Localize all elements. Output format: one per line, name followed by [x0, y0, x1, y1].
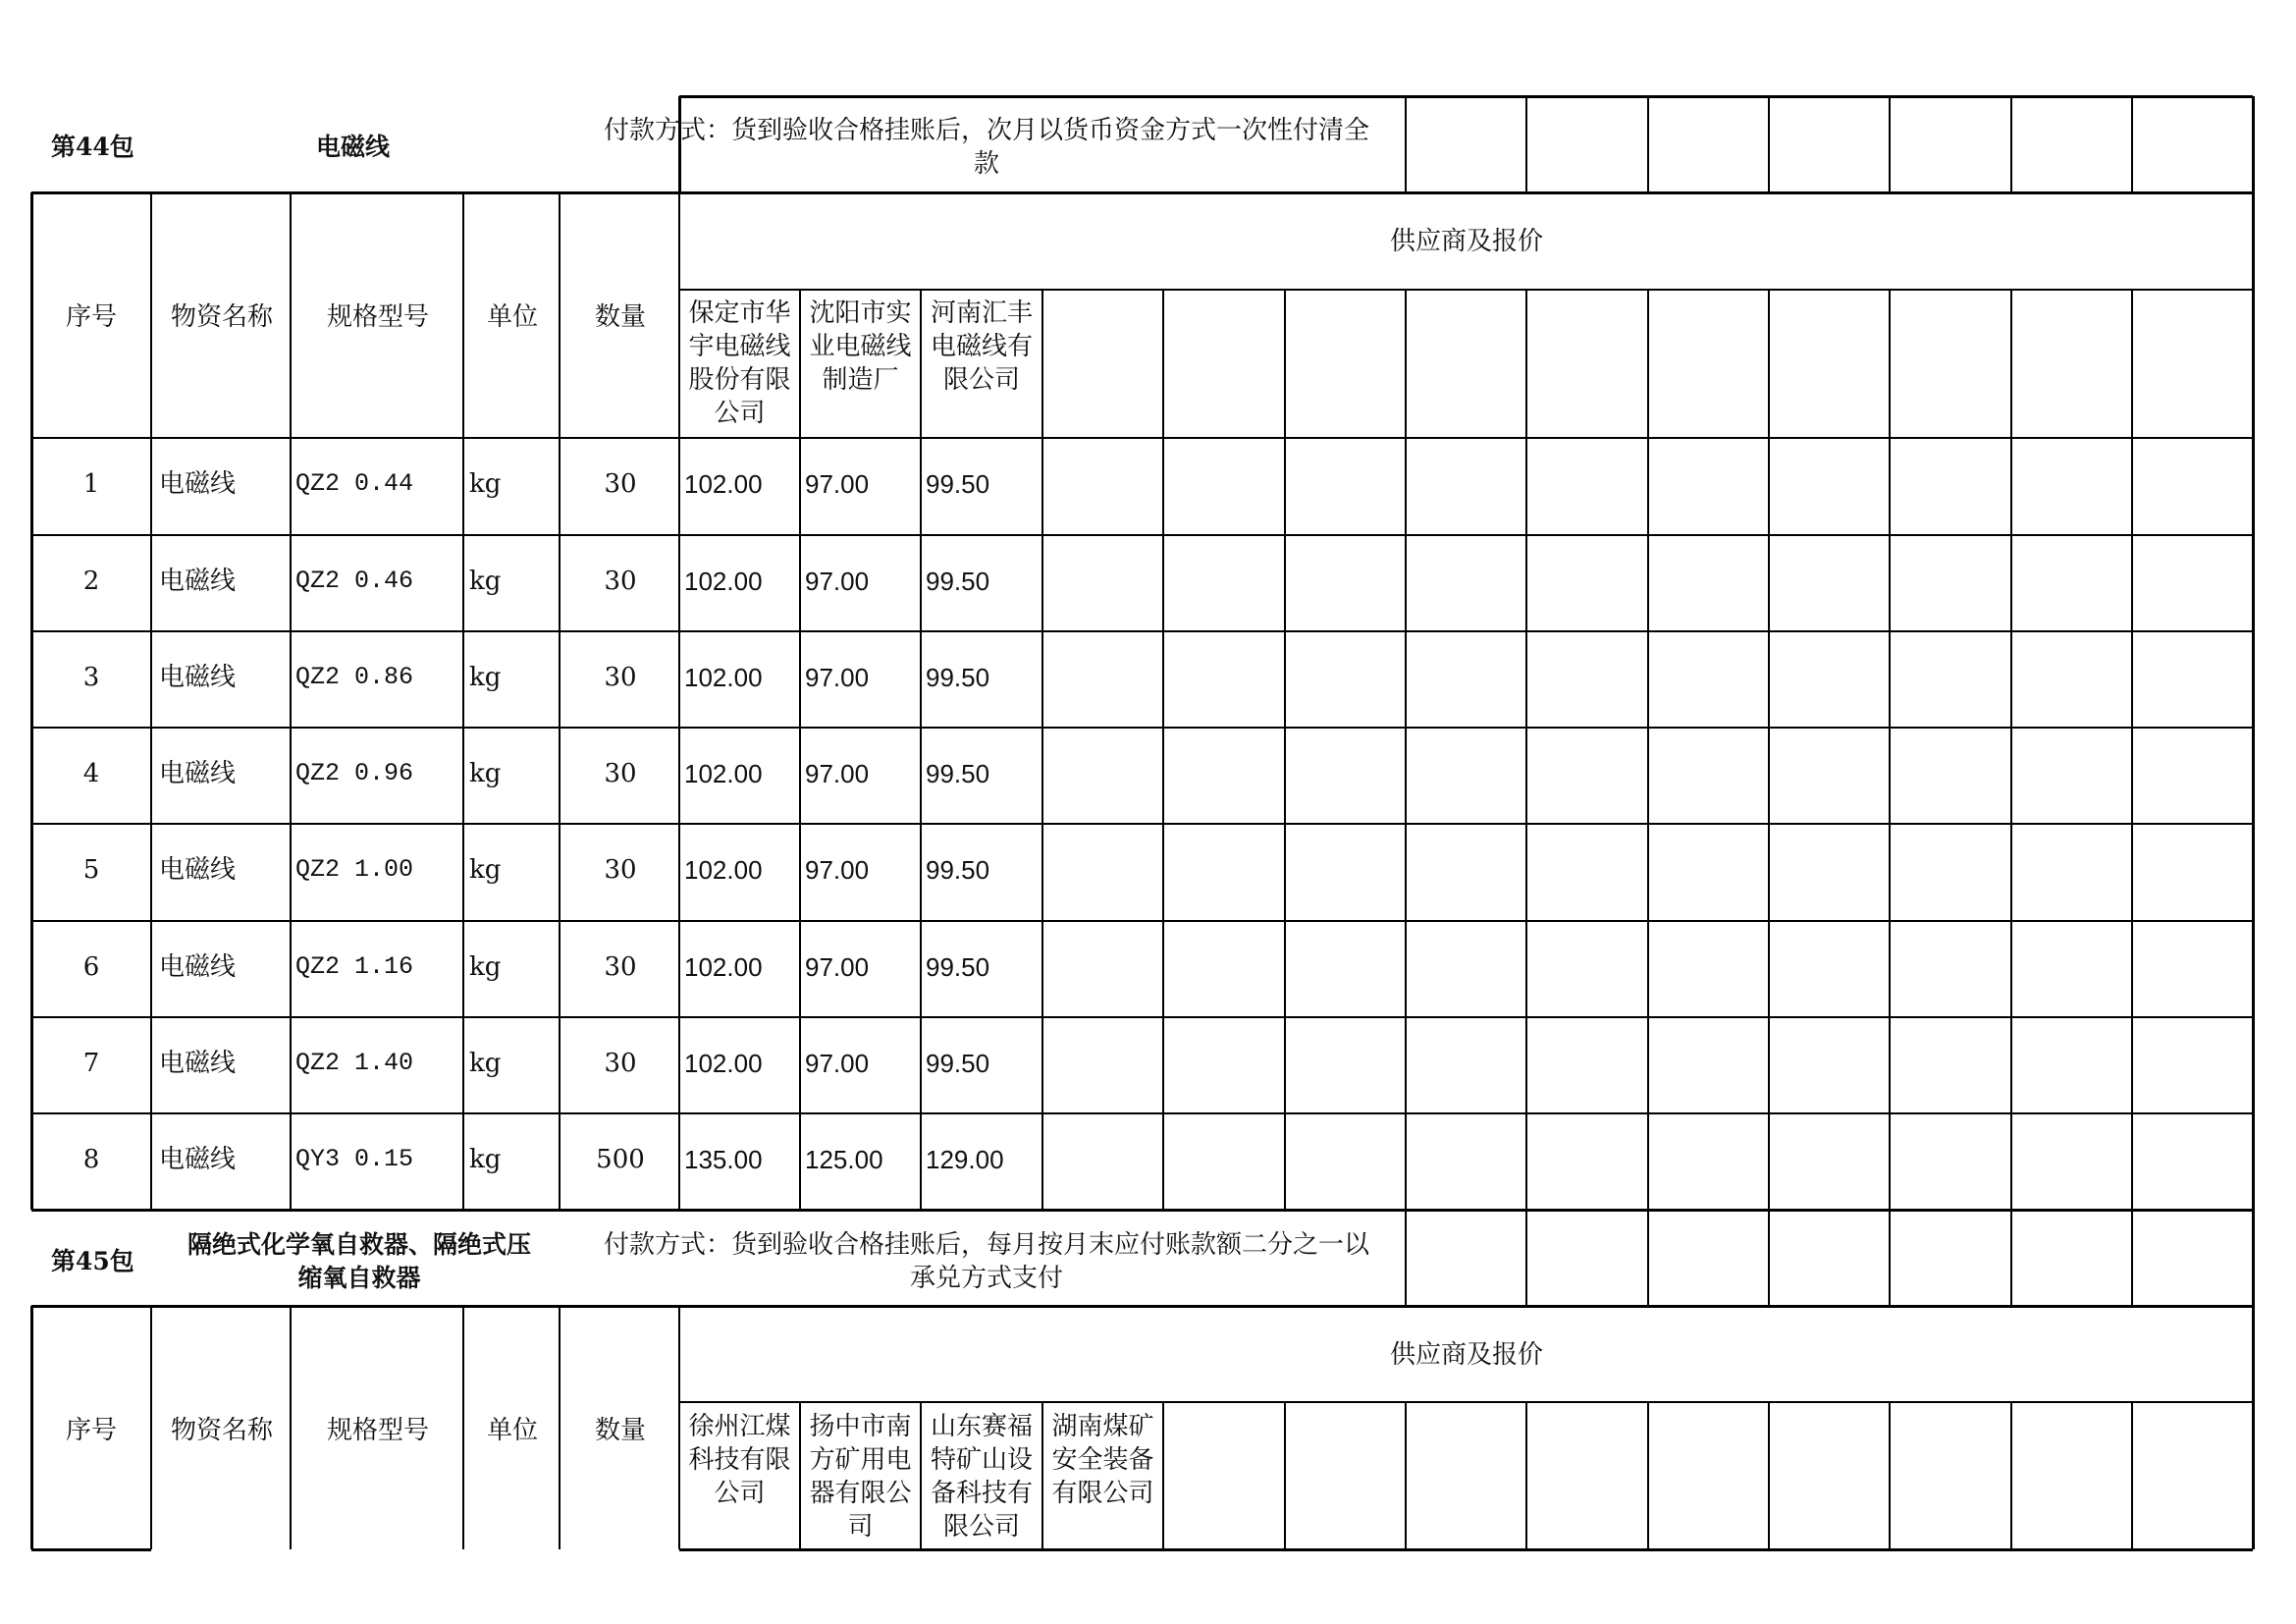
- supplier-name-line: 徐州江煤: [688, 1412, 791, 1441]
- grid-line: [1525, 290, 1527, 1210]
- grid-line: [1284, 1402, 1286, 1549]
- row-price: 97.00: [805, 855, 870, 885]
- grid-line: [559, 192, 561, 1210]
- supplier-name-line: 科技有限: [688, 1445, 791, 1475]
- grid-line: [2252, 1210, 2255, 1306]
- grid-line: [799, 290, 801, 1210]
- package45-title-line1: 隔绝式化学氧自救器、隔绝式压: [187, 1230, 531, 1259]
- header-unit: 单位: [486, 302, 538, 332]
- package44-label: 第44包: [51, 133, 134, 161]
- row-spec: QY3 0.15: [295, 1145, 414, 1173]
- header-seq: 序号: [65, 302, 117, 332]
- row-seq: 5: [82, 855, 100, 885]
- supplier-name-line: 方矿用电: [809, 1445, 912, 1475]
- package45-payment-line1: 付款方式：货到验收合格挂账后，每月按月末应付账款额二分之一以: [603, 1230, 1369, 1260]
- grid-line: [462, 192, 464, 1210]
- row-unit: kg: [469, 1145, 502, 1174]
- supplier-name-line: 备科技有: [930, 1479, 1033, 1508]
- grid-line: [31, 823, 2253, 825]
- supplier-name-line: 宇电磁线: [688, 332, 791, 361]
- row-name: 电磁线: [159, 952, 237, 982]
- row-price: 129.00: [926, 1145, 1004, 1174]
- grid-line: [1889, 290, 1891, 1210]
- supplier-name-line: 股份有限: [688, 365, 791, 395]
- supplier-name: [680, 297, 799, 430]
- row-name: 电磁线: [159, 663, 237, 692]
- grid-line: [1889, 1402, 1891, 1549]
- grid-line: [31, 437, 2253, 439]
- row-seq: 4: [82, 759, 100, 788]
- supplier-name-line: 特矿山设: [930, 1445, 1033, 1475]
- supplier-name-line: 业电磁线: [809, 332, 912, 361]
- supplier-name-line: 湖南煤矿: [1051, 1412, 1154, 1441]
- supplier-name-line: 电磁线有: [930, 332, 1033, 361]
- grid-line: [1768, 1402, 1770, 1549]
- row-price: 99.50: [926, 469, 990, 499]
- row-price: 102.00: [684, 567, 763, 596]
- grid-line: [2131, 1210, 2133, 1306]
- row-spec: QZ2 1.00: [295, 855, 414, 884]
- supplier-name: [680, 1410, 799, 1510]
- grid-line: [920, 290, 922, 1210]
- grid-line: [1284, 290, 1286, 1210]
- grid-line: [679, 95, 2253, 98]
- package44-payment-line1: 付款方式：货到验收合格挂账后，次月以货币资金方式一次性付清全: [603, 116, 1369, 145]
- supplier-name-line: 山东赛福: [930, 1412, 1033, 1441]
- grid-line: [679, 289, 2253, 291]
- grid-line: [2252, 1306, 2255, 1549]
- row-name: 电磁线: [159, 567, 237, 596]
- grid-line: [2010, 96, 2012, 192]
- row-spec: QZ2 1.40: [295, 1049, 414, 1077]
- grid-line: [1768, 290, 1770, 1210]
- grid-line: [1647, 1210, 1649, 1306]
- grid-line: [2131, 1402, 2133, 1549]
- supplier-name-line: 沈阳市实: [809, 298, 912, 328]
- header-qty: 数量: [594, 302, 646, 332]
- header-spec: 规格型号: [326, 302, 429, 332]
- grid-line: [1405, 1402, 1407, 1549]
- supplier-name-line: 器有限公: [809, 1479, 912, 1508]
- row-unit: kg: [469, 567, 502, 596]
- p45-header-suppliers: 供应商及报价: [1389, 1340, 1543, 1370]
- supplier-name: [801, 297, 920, 397]
- row-price: 97.00: [805, 759, 870, 788]
- grid-line: [1768, 96, 1770, 192]
- grid-line: [679, 1401, 2253, 1403]
- grid-line: [2131, 96, 2133, 192]
- row-name: 电磁线: [159, 1145, 237, 1174]
- row-seq: 3: [82, 663, 100, 692]
- row-unit: kg: [469, 469, 502, 499]
- p45-header-spec: 规格型号: [326, 1416, 429, 1445]
- grid-line: [1405, 290, 1407, 1210]
- p45-header-qty: 数量: [594, 1416, 646, 1445]
- row-spec: QZ2 0.86: [295, 663, 414, 691]
- grid-line: [31, 534, 2253, 536]
- row-price: 102.00: [684, 1049, 763, 1078]
- package45-label: 第45包: [51, 1247, 134, 1275]
- supplier-name: [922, 1410, 1041, 1543]
- p45-header-seq: 序号: [65, 1416, 117, 1445]
- supplier-name-line: 保定市华: [688, 298, 791, 328]
- grid-line: [1525, 1402, 1527, 1549]
- row-unit: kg: [469, 759, 502, 788]
- row-seq: 2: [82, 567, 100, 596]
- row-seq: 7: [82, 1049, 100, 1078]
- row-price: 99.50: [926, 952, 990, 982]
- grid-line: [1041, 290, 1043, 1210]
- row-qty: 30: [604, 759, 637, 788]
- package45-title-line2: 缩氧自救器: [297, 1264, 421, 1292]
- grid-line: [1525, 96, 1527, 192]
- grid-line: [1647, 290, 1649, 1210]
- grid-line: [1162, 1402, 1164, 1549]
- grid-line: [1889, 1210, 1891, 1306]
- row-price: 97.00: [805, 952, 870, 982]
- supplier-name-line: 有限公司: [1051, 1479, 1154, 1508]
- row-price: 97.00: [805, 663, 870, 692]
- row-price: 102.00: [684, 663, 763, 692]
- row-price: 97.00: [805, 567, 870, 596]
- row-name: 电磁线: [159, 855, 237, 885]
- grid-line: [31, 1112, 2253, 1114]
- package44-payment-line2: 款: [973, 149, 999, 179]
- row-name: 电磁线: [159, 469, 237, 499]
- row-price: 99.50: [926, 663, 990, 692]
- package45-payment-line2: 承兑方式支付: [909, 1264, 1063, 1293]
- row-price: 99.50: [926, 759, 990, 788]
- grid-line: [2010, 290, 2012, 1210]
- row-price: 99.50: [926, 567, 990, 596]
- row-price: 99.50: [926, 1049, 990, 1078]
- grid-line: [31, 191, 2253, 194]
- row-spec: QZ2 0.96: [295, 759, 414, 787]
- grid-line: [2252, 96, 2255, 192]
- grid-line: [31, 920, 2253, 922]
- row-price: 102.00: [684, 759, 763, 788]
- supplier-name-line: 制造厂: [822, 365, 899, 395]
- row-qty: 30: [604, 855, 637, 885]
- row-spec: QZ2 1.16: [295, 952, 414, 981]
- supplier-name-line: 司: [847, 1512, 874, 1542]
- row-price: 102.00: [684, 855, 763, 885]
- row-qty: 30: [604, 952, 637, 982]
- header-name: 物资名称: [170, 302, 273, 332]
- grid-line: [679, 1548, 2253, 1551]
- row-seq: 1: [82, 469, 100, 499]
- p45-header-unit: 单位: [486, 1416, 538, 1445]
- row-price: 125.00: [805, 1145, 883, 1174]
- p45-header-name: 物资名称: [170, 1416, 273, 1445]
- header-suppliers: 供应商及报价: [1389, 227, 1543, 256]
- row-qty: 30: [604, 663, 637, 692]
- grid-line: [2010, 1210, 2012, 1306]
- package44-title: 电磁线: [316, 133, 391, 161]
- grid-line: [31, 630, 2253, 632]
- row-price: 99.50: [926, 855, 990, 885]
- grid-line: [1405, 96, 1407, 192]
- grid-line: [2010, 1402, 2012, 1549]
- row-price: 135.00: [684, 1145, 763, 1174]
- row-seq: 6: [82, 952, 100, 982]
- grid-line: [1405, 1210, 1407, 1306]
- row-qty: 500: [596, 1145, 645, 1174]
- row-spec: QZ2 0.44: [295, 469, 414, 498]
- row-qty: 30: [604, 1049, 637, 1078]
- row-price: 102.00: [684, 469, 763, 499]
- grid-line: [31, 1548, 151, 1551]
- row-unit: kg: [469, 663, 502, 692]
- row-price: 97.00: [805, 469, 870, 499]
- grid-line: [1889, 96, 1891, 192]
- row-unit: kg: [469, 855, 502, 885]
- row-spec: QZ2 0.46: [295, 567, 414, 595]
- supplier-name-line: 限公司: [942, 365, 1020, 395]
- supplier-name-line: 河南汇丰: [930, 298, 1033, 328]
- row-name: 电磁线: [159, 759, 237, 788]
- supplier-name-line: 限公司: [942, 1512, 1020, 1542]
- row-price: 102.00: [684, 952, 763, 982]
- supplier-name-line: 公司: [714, 399, 766, 428]
- grid-line: [1525, 1210, 1527, 1306]
- grid-line: [31, 1305, 2253, 1308]
- row-unit: kg: [469, 1049, 502, 1078]
- grid-line: [1162, 290, 1164, 1210]
- supplier-name: [922, 297, 1041, 397]
- supplier-name: [1043, 1410, 1162, 1510]
- grid-line: [31, 727, 2253, 729]
- supplier-name-line: 公司: [714, 1479, 766, 1508]
- row-seq: 8: [82, 1145, 100, 1174]
- row-qty: 30: [604, 567, 637, 596]
- grid-line: [1768, 1210, 1770, 1306]
- row-unit: kg: [469, 952, 502, 982]
- row-price: 97.00: [805, 1049, 870, 1078]
- row-qty: 30: [604, 469, 637, 499]
- grid-line: [1647, 1402, 1649, 1549]
- supplier-name: [801, 1410, 920, 1543]
- grid-line: [1647, 96, 1649, 192]
- grid-line: [290, 192, 292, 1210]
- supplier-name-line: 安全装备: [1051, 1445, 1154, 1475]
- supplier-name-line: 扬中市南: [809, 1412, 912, 1441]
- grid-line: [2131, 290, 2133, 1210]
- grid-line: [31, 1209, 2253, 1212]
- grid-line: [31, 1016, 2253, 1018]
- row-name: 电磁线: [159, 1049, 237, 1078]
- grid-line: [2252, 192, 2255, 1210]
